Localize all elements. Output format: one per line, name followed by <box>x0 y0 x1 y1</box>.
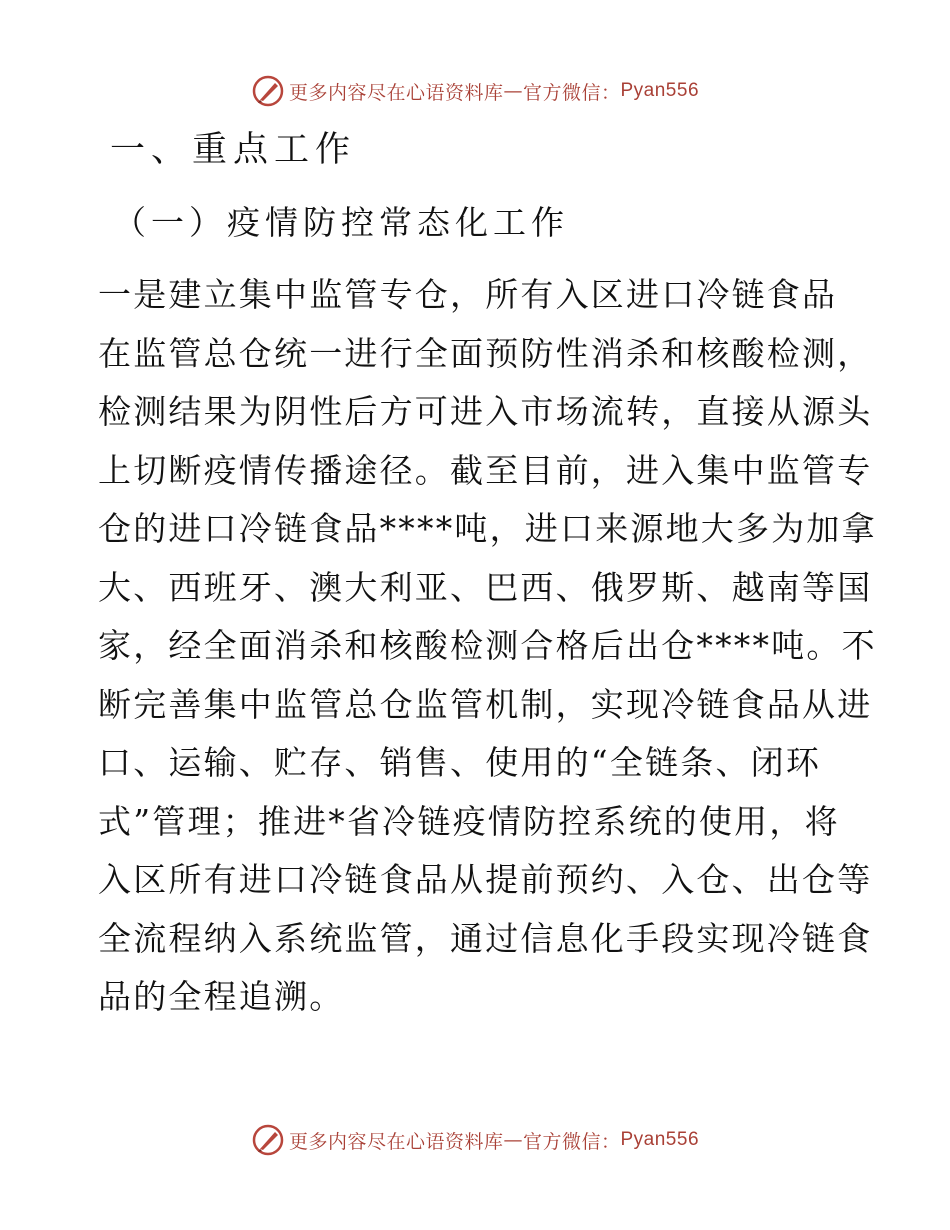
header-watermark <box>0 71 950 111</box>
quill-pen-logo-icon <box>251 1123 285 1157</box>
paragraph-line: 入区所有进口冷链食品从提前预约、入仓、出仓等 <box>98 860 873 899</box>
paragraph-line: 口、运输、贮存、销售、使用的“全链条、闭环 <box>98 743 822 782</box>
paragraph-line: 在监管总仓统一进行全面预防性消杀和核酸检测， <box>98 333 873 373</box>
watermark-official-label: 官方微信： <box>522 1130 621 1153</box>
watermark-separator: — <box>503 80 523 102</box>
paragraph-line: 品的全程追溯。 <box>98 977 345 1016</box>
section-heading: 一、重点工作 <box>110 130 357 170</box>
watermark-main-text: 更多内容尽在心语资料库 <box>288 81 504 104</box>
paragraph-line: 检测结果为阴性后方可进入市场流转，直接从源头 <box>98 392 873 431</box>
paragraph-line: 大、西班牙、澳大利亚、巴西、俄罗斯、越南等国 <box>98 567 873 607</box>
paragraph-line: 全流程纳入系统监管，通过信息化手段实现冷链食 <box>98 918 873 958</box>
quill-pen-logo-icon <box>251 74 285 108</box>
watermark-wechat-id: Pyan556 <box>620 80 700 101</box>
watermark-wechat-id: Pyan556 <box>620 1129 700 1150</box>
paragraph-line: 式”管理；推进*省冷链疫情防控系统的使用，将 <box>98 801 840 841</box>
paragraph-line: 上切断疫情传播途径。截至目前，进入集中监管专 <box>98 450 873 490</box>
paragraph-line: 断完善集中监管总仓监管机制，实现冷链食品从进 <box>98 684 873 724</box>
subsection-heading: （一）疫情防控常态化工作 <box>113 203 569 242</box>
watermark-official-label: 官方微信： <box>522 81 621 104</box>
paragraph-line: 家，经全面消杀和核酸检测合格后出仓****吨。不 <box>98 626 877 665</box>
watermark-separator: — <box>503 1129 523 1151</box>
footer-watermark <box>0 1120 950 1160</box>
body-paragraph <box>98 266 877 1027</box>
watermark-main-text: 更多内容尽在心语资料库 <box>288 1130 504 1153</box>
paragraph-line: 仓的进口冷链食品****吨，进口来源地大多为加拿 <box>98 509 877 548</box>
paragraph-line: 一是建立集中监管专仓，所有入区进口冷链食品 <box>98 275 838 314</box>
